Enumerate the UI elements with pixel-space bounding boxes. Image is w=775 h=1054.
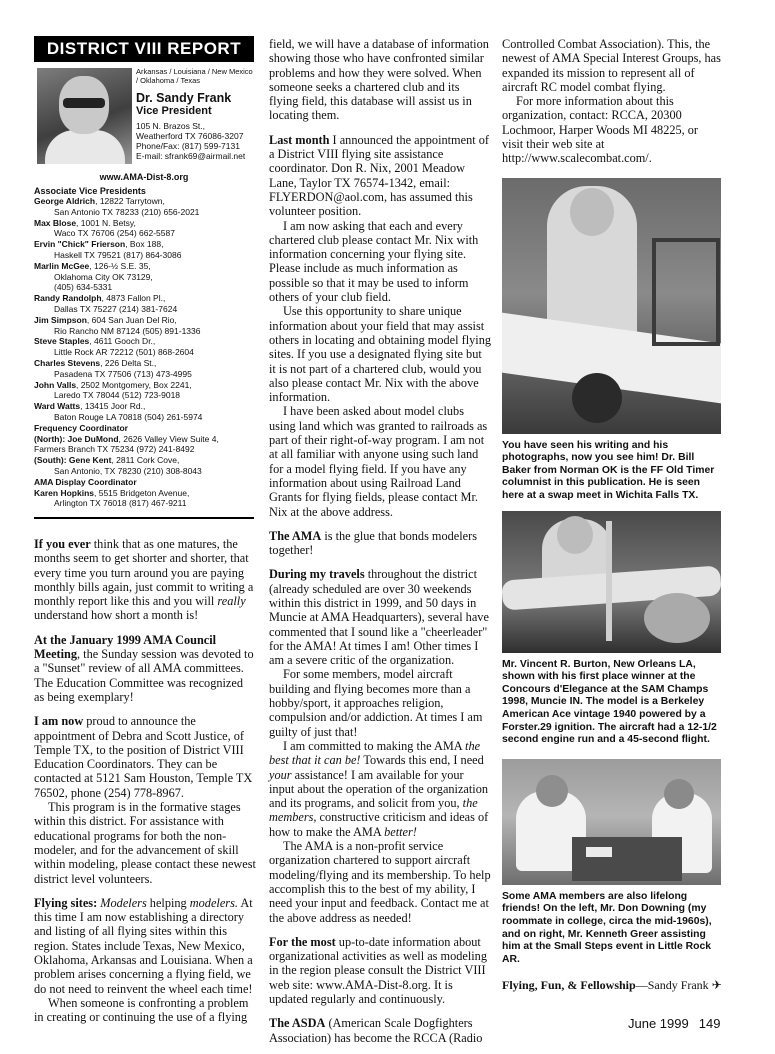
freq-north: (North): Joe DuMond, 2626 Valley View Suite 4, Farmers Branch TX 75234 (972) 241-8492 <box>34 433 219 455</box>
avp-entry: Max Blose, 1001 N. Betsy, Waco TX 76706 (254) 662-5587 <box>34 217 175 239</box>
column-1-text <box>34 537 256 1025</box>
avp-entry: Jim Simpson, 604 San Juan Del Rio, Rio Rancho NM 87124 (505) 891-1336 <box>34 314 201 336</box>
paragraph: For some members, model aircraft building and flying becomes more than a hobby/sport, it approaches religion, compulsion and/or addiction. At times I am guilty of just that! <box>269 667 483 739</box>
avp-entry: Ervin "Chick" Frierson, Box 188, Haskell TX 79521 (817) 864-3086 <box>34 239 182 260</box>
paragraph: Controlled Combat Association). This, the newest of AMA Special Interest Groups, has expanded its mission to represent all of aircraft RC model combat flying. <box>502 37 721 94</box>
issue-date: June 1999 <box>628 1016 689 1031</box>
photo-caption: Some AMA members are also lifelong friends! On the left, Mr. Don Downing (my roommate in college, circa the mid-1960s), and on right, Mr. Kenneth Greer assisting him at the Small Steps event in Little Rock AR. <box>502 890 712 965</box>
avp-entry: George Aldrich, 12822 Tarrytown, San Antonio TX 78233 (210) 656-2021 <box>34 196 200 217</box>
section-divider <box>34 517 254 519</box>
paragraph: When someone is confronting a problem in creating or continuing the use of a flying <box>34 995 249 1025</box>
vp-profile <box>34 68 254 168</box>
avp-entry: Randy Randolph, 4873 Fallon Pl., Dallas TX 75227 (214) 381-7624 <box>34 293 178 314</box>
paragraph: Use this opportunity to share unique information about your field that may assist others in locating and obtaining model flying sites. If you use a designated flying site but it is not part of a chartered club, would you also please contact Mr. Nix with the above information. <box>269 304 491 405</box>
paragraph: Flying sites: Modelers helping modelers. At this time I am now establishing a directory and listing of all flying sites within this region. States include Texas, New Mexico, Oklahoma, Arkansas and Louisiana. When a problem arises concerning a flying field, we do not need to reinvent the wheel each time! <box>34 895 253 996</box>
paragraph: field, we will have a database of information showing those who have confronted similar problems and how they were solved. When someone seeks a chartered club and its flying field, this database will assist us in locating them. <box>269 37 489 123</box>
column-3 <box>502 37 722 993</box>
paragraph: For more information about this organization, contact: RCCA, 20300 Lochmoor, Harper Woods MI 48225, or visit their web site at http://www.scalecombat.com/. <box>502 94 699 166</box>
paragraph: If you ever think that as one matures, the months seem to get shorter and shorter, that every time you turn around you are paying monthly bills again, just commit to writing a monthly report like this and you will really understand how short a month is! <box>34 537 254 623</box>
paragraph: During my travels throughout the district (already scheduled are over 30 weekends within this district in 1999, and 50 days in Muncie at AMA Headquarters), several have commented that I sound like a "cheerleader" for the AMA! At times I am! Other times I am a severe critic of the organization. <box>269 567 489 668</box>
states-list: Arkansas / Louisiana / New Mexico / Oklahoma / Texas <box>136 67 253 85</box>
avp-heading: Associate Vice Presidents <box>34 186 146 196</box>
freq-south: (South): Gene Kent, 2811 Cork Cove, San Antonio, TX 78230 (210) 308-8043 <box>34 455 202 476</box>
paragraph: The AMA is a non-profit service organization chartered to support aircraft modeling/flying and its membership. To help accomplish this to the best of my ability, I need your input and feedback. Contact me at the above address as needed! <box>269 839 491 925</box>
column-2-text <box>269 37 491 1045</box>
display-entry: Karen Hopkins, 5515 Bridgeton Avenue, Arlington TX 76018 (817) 467-9211 <box>34 487 190 509</box>
report-banner: DISTRICT VIII REPORT <box>34 36 254 62</box>
avp-entry: Steve Staples, 4611 Gooch Dr., Little Rock AR 72212 (501) 868-2604 <box>34 336 194 358</box>
page-footer <box>628 1016 720 1031</box>
vp-email: E-mail: sfrank69@airmail.net <box>136 151 246 161</box>
paragraph: I am committed to making the AMA the best that it can be! Towards this end, I need your assistance! I am available for your input about the operation of the organization and its programs, and solicit from you, the members, constructive criticism and ideas of how to make the AMA better! <box>269 738 489 839</box>
vp-address: 105 N. Brazos St., Weatherford TX 76086-3207 Phone/Fax: (817) 599-7131 E-mail: sfrank69@airmail.net <box>136 121 254 161</box>
avp-entry: John Valls, 2502 Montgomery, Box 2241, Laredo TX 78044 (512) 723-9018 <box>34 379 192 401</box>
avp-entry: Marlin McGee, 126-½ S.E. 35, Oklahoma City OK 73129, (405) 634-5331 <box>34 260 153 293</box>
photo-friends <box>502 759 721 885</box>
article-signoff: Flying, Fun, & Fellowship—Sandy Frank ✈ <box>502 978 722 993</box>
vp-photo <box>37 68 132 164</box>
district-website: www.AMA-Dist-8.org <box>99 172 189 182</box>
photo-caption: Mr. Vincent R. Burton, New Orleans LA, shown with his first place winner at the Concours d'Elegance at the SAM Champs 1998, Muncie IN. The model is a Berkeley American Ace vintage 1940 powered by a Forster.29 ignition. The aircraft had a 12-1/2 second engine run and a 45-second flight. <box>502 658 717 746</box>
freq-coordinator: Frequency Coordinator <box>34 422 128 433</box>
paragraph: For the most up-to-date information about organizational activities as well as modeling in the region please consult the District VIII web site: www.AMA-Dist-8.org. It is updated regularly and continuously. <box>269 934 487 1006</box>
avp-entry: Charles Stevens, 226 Delta St., Pasadena TX 77506 (713) 473-4995 <box>34 357 192 379</box>
display-coordinator: AMA Display Coordinator <box>34 476 137 487</box>
district-sidebar <box>34 36 254 519</box>
airplane-icon: ✈ <box>711 978 722 993</box>
avp-entry: Ward Watts, 13415 Joor Rd., Baton Rouge LA 70818 (504) 261-5974 <box>34 401 203 422</box>
vp-title: Vice President <box>136 105 212 117</box>
page-number: 149 <box>698 1016 721 1031</box>
avp-list <box>34 196 254 509</box>
paragraph: The ASDA (American Scale Dogfighters Association) has become the RCCA (Radio <box>269 1016 483 1045</box>
paragraph: This program is in the formative stages within this district. For assistance with educational programs for both the non-modeler, and for the advancement of skill within modeling, please contact these newest district level volunteers. <box>34 800 256 886</box>
photo-bill-baker <box>502 178 721 434</box>
paragraph: The AMA is the glue that bonds modelers together! <box>269 528 478 558</box>
photo-caption: You have seen his writing and his photographs, now you see him! Dr. Bill Baker from Norman OK is the FF Old Timer columnist in this publication. He is seen here at a swap meet in Wichita Falls TX. <box>502 439 715 502</box>
paragraph: I am now asking that each and every chartered club please contact Mr. Nix with information concerning your flying site. Please include as much information as possible so that it may be used to inform others of your club field. <box>269 218 479 305</box>
vp-name: Dr. Sandy Frank <box>136 91 232 105</box>
paragraph: Last month I announced the appointment of a District VIII flying site assistance coordinator. Don R. Nix, 2001 Meadow Lane, Taylor TX 76574-1342, email: FLYERDON@aol.com, has assumed this volunteer position. <box>269 132 489 219</box>
photo-vincent-burton <box>502 511 721 653</box>
paragraph: I am now proud to announce the appointment of Debra and Scott Justice, of Temple TX, to the position of District VIII Education Coordinators. They can be contacted at 5121 Sam Houston, Temple TX 76502, phone (254) 778-8967. <box>34 714 253 800</box>
paragraph: At the January 1999 AMA Council Meeting, the Sunday session was devoted to a "Sunset" review of all AMA committees. The Education Committee was recognized as being exemplary! <box>34 632 254 704</box>
paragraph: I have been asked about model clubs using land which was granted to railroads as part of their right-of-way program. I am not at all familiar with anyone using such land for a model flying field. If you have any information about using Railroad Land Grants for flying fields, please contact Mr. Nix at the above address. <box>269 404 488 519</box>
